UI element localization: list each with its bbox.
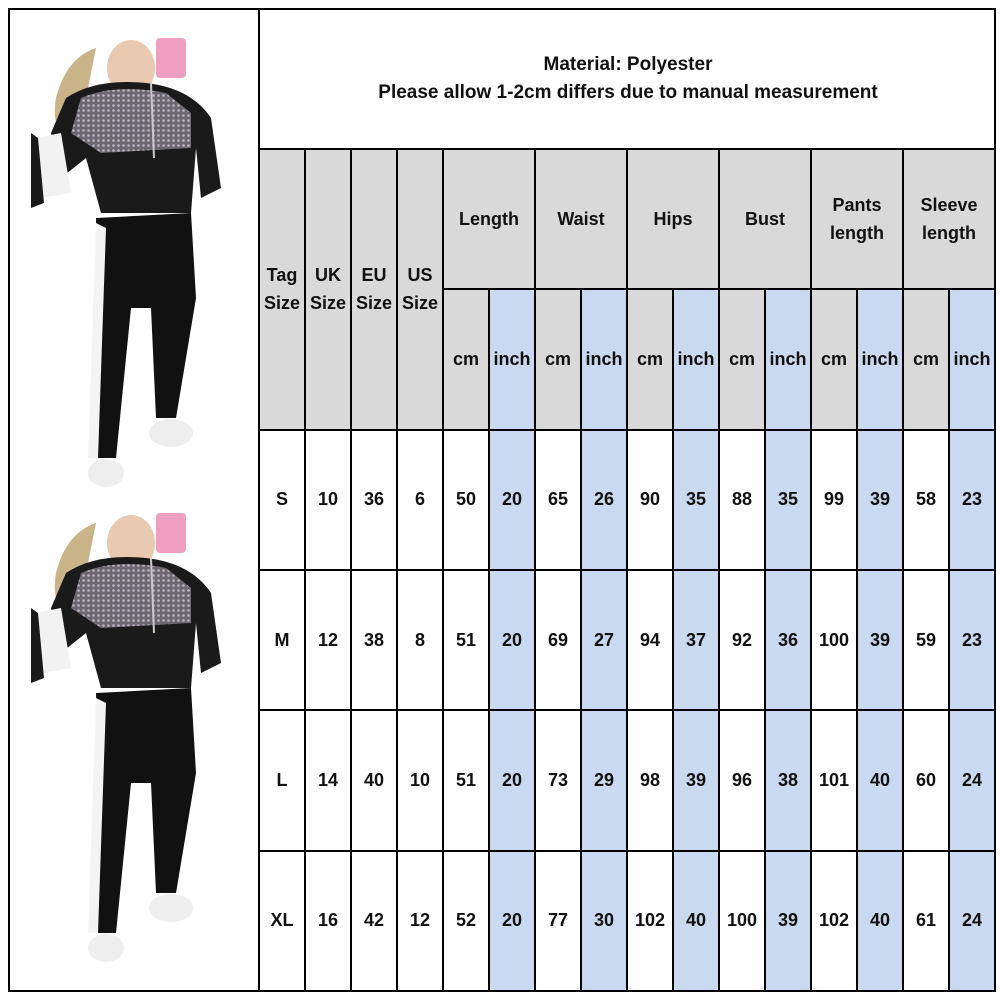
table-row xyxy=(259,430,995,570)
pants-cm-cell: 101 xyxy=(811,710,857,850)
hips-cm-cell: 90 xyxy=(627,430,673,570)
sleeve-inch-cell: 24 xyxy=(949,710,995,850)
uk-size-cell: 10 xyxy=(305,430,351,570)
bust-cm-cell: 88 xyxy=(719,430,765,570)
uk-size-cell: 14 xyxy=(305,710,351,850)
unit-inch: inch xyxy=(765,289,811,429)
unit-cm: cm xyxy=(443,289,489,429)
hips-inch-cell: 40 xyxy=(673,851,719,991)
table-row xyxy=(259,851,995,991)
tag-size-cell: XL xyxy=(259,851,305,991)
eu-size-header: EU Size xyxy=(351,149,397,430)
length-inch-cell: 20 xyxy=(489,851,535,991)
hips-cm-cell: 94 xyxy=(627,570,673,710)
us-size-cell: 8 xyxy=(397,570,443,710)
tag-size-header: Tag Size xyxy=(259,149,305,430)
unit-cm: cm xyxy=(811,289,857,429)
measurement-note: Please allow 1-2cm differs due to manual measurement xyxy=(378,82,878,103)
length-inch-cell: 20 xyxy=(489,570,535,710)
sleeve-cm-cell: 60 xyxy=(903,710,949,850)
unit-cm: cm xyxy=(719,289,765,429)
hips-inch-cell: 35 xyxy=(673,430,719,570)
waist-cm-cell: 77 xyxy=(535,851,581,991)
pants-length-header: Pants length xyxy=(811,149,903,289)
tag-size-cell: S xyxy=(259,430,305,570)
hips-cm-cell: 98 xyxy=(627,710,673,850)
hips-header: Hips xyxy=(627,149,719,289)
model-photo-top xyxy=(26,38,246,498)
uk-size-header: UK Size xyxy=(305,149,351,430)
pants-inch-cell: 39 xyxy=(857,430,903,570)
unit-inch: inch xyxy=(489,289,535,429)
waist-inch-cell: 26 xyxy=(581,430,627,570)
pants-inch-cell: 40 xyxy=(857,710,903,850)
eu-size-cell: 36 xyxy=(351,430,397,570)
length-inch-cell: 20 xyxy=(489,430,535,570)
sleeve-cm-cell: 61 xyxy=(903,851,949,991)
model-photo-bottom xyxy=(26,513,246,973)
bust-header: Bust xyxy=(719,149,811,289)
sleeve-inch-cell: 23 xyxy=(949,570,995,710)
waist-cm-cell: 69 xyxy=(535,570,581,710)
material-header xyxy=(260,10,996,148)
tag-size-cell: M xyxy=(259,570,305,710)
sleeve-cm-cell: 58 xyxy=(903,430,949,570)
table-row xyxy=(259,710,995,850)
unit-cm: cm xyxy=(903,289,949,429)
hips-cm-cell: 102 xyxy=(627,851,673,991)
sleeve-inch-cell: 24 xyxy=(949,851,995,991)
unit-inch: inch xyxy=(857,289,903,429)
waist-inch-cell: 27 xyxy=(581,570,627,710)
length-cm-cell: 50 xyxy=(443,430,489,570)
us-size-cell: 10 xyxy=(397,710,443,850)
us-size-cell: 6 xyxy=(397,430,443,570)
tag-size-cell: L xyxy=(259,710,305,850)
pants-cm-cell: 102 xyxy=(811,851,857,991)
table-row xyxy=(259,570,995,710)
unit-inch: inch xyxy=(673,289,719,429)
waist-header: Waist xyxy=(535,149,627,289)
sleeve-length-header: Sleeve length xyxy=(903,149,995,289)
pants-cm-cell: 100 xyxy=(811,570,857,710)
eu-size-cell: 40 xyxy=(351,710,397,850)
sleeve-inch-cell: 23 xyxy=(949,430,995,570)
bust-cm-cell: 96 xyxy=(719,710,765,850)
uk-size-cell: 16 xyxy=(305,851,351,991)
waist-inch-cell: 29 xyxy=(581,710,627,850)
hips-inch-cell: 37 xyxy=(673,570,719,710)
bust-inch-cell: 36 xyxy=(765,570,811,710)
hips-inch-cell: 39 xyxy=(673,710,719,850)
waist-cm-cell: 65 xyxy=(535,430,581,570)
us-size-header: US Size xyxy=(397,149,443,430)
size-table xyxy=(258,148,996,992)
material-text: Material: Polyester xyxy=(543,54,713,75)
unit-inch: inch xyxy=(949,289,995,429)
eu-size-cell: 42 xyxy=(351,851,397,991)
bust-inch-cell: 38 xyxy=(765,710,811,850)
pants-cm-cell: 99 xyxy=(811,430,857,570)
bust-inch-cell: 39 xyxy=(765,851,811,991)
waist-inch-cell: 30 xyxy=(581,851,627,991)
bust-inch-cell: 35 xyxy=(765,430,811,570)
length-cm-cell: 51 xyxy=(443,710,489,850)
unit-cm: cm xyxy=(535,289,581,429)
eu-size-cell: 38 xyxy=(351,570,397,710)
length-cm-cell: 51 xyxy=(443,570,489,710)
pants-inch-cell: 39 xyxy=(857,570,903,710)
length-header: Length xyxy=(443,149,535,289)
us-size-cell: 12 xyxy=(397,851,443,991)
uk-size-cell: 12 xyxy=(305,570,351,710)
waist-cm-cell: 73 xyxy=(535,710,581,850)
photo-column xyxy=(8,8,258,992)
pants-inch-cell: 40 xyxy=(857,851,903,991)
sleeve-cm-cell: 59 xyxy=(903,570,949,710)
bust-cm-cell: 100 xyxy=(719,851,765,991)
length-inch-cell: 20 xyxy=(489,710,535,850)
unit-cm: cm xyxy=(627,289,673,429)
bust-cm-cell: 92 xyxy=(719,570,765,710)
unit-inch: inch xyxy=(581,289,627,429)
length-cm-cell: 52 xyxy=(443,851,489,991)
